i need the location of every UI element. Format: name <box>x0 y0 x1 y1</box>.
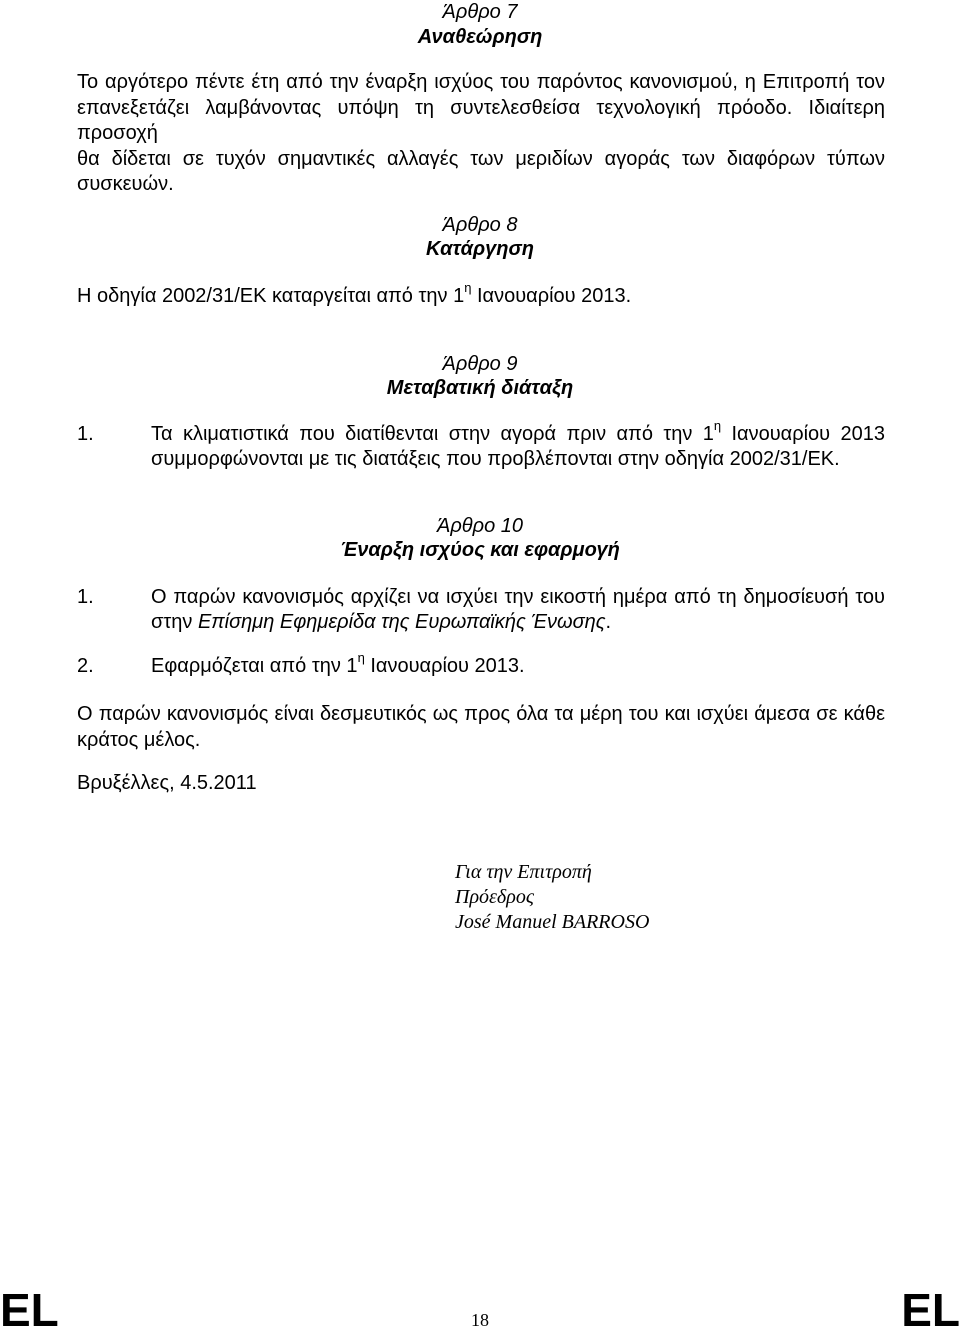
signature-line-1: Για την Επιτροπή <box>455 861 592 883</box>
footer-language-left: EL <box>0 1284 59 1336</box>
page-number: 18 <box>471 1310 489 1330</box>
article-9-line-1-after: Ιανουαρίου 2013 <box>721 423 885 445</box>
binding-line-1: Ο παρών κανονισμός είναι δεσμευτικός ως προς όλα τα μέρη του και ισχύει άμεσα σε κάθε <box>77 703 885 725</box>
place-date <box>77 771 885 797</box>
article-7-title: Αναθεώρηση <box>417 26 543 48</box>
article-10-line-2-after: . <box>605 611 612 633</box>
article-10-item-2-after: Ιανουαρίου 2013. <box>364 655 525 677</box>
binding-line-2: κράτος μέλος. <box>77 728 201 751</box>
article-9-item-1-body <box>151 418 885 448</box>
article-8-superscript: η <box>464 280 472 296</box>
article-9-title: Μεταβατική διάταξη <box>386 377 574 399</box>
article-10-title: Έναρξη ισχύος και εφαρμογή <box>340 539 620 561</box>
article-9-line-1-before: Τα κλιματιστικά που διατίθενται στην αγορά πριν από την 1 <box>151 423 714 445</box>
article-9-line-2: συμμορφώνονται με τις διατάξεις που προβλέπονται στην οδηγία 2002/31/ΕΚ. <box>151 448 840 470</box>
article-7-number: Άρθρο 7 <box>442 1 518 23</box>
article-10-item-1 <box>77 585 885 637</box>
article-7-line-4: συσκευών. <box>77 173 174 195</box>
article-10-item-2-superscript: η <box>357 650 365 666</box>
article-7-line-1: Το αργότερο πέντε έτη από την έναρξη ισχύος του παρόντος κανονισμού, η Επιτροπή τον <box>77 71 885 93</box>
article-10-item-2-before: Εφαρμόζεται από την 1 <box>151 655 358 677</box>
article-8-text-after: Ιανουαρίου 2013. <box>471 285 632 307</box>
article-7-line-2: επανεξετάζει λαμβάνοντας υπόψη τη συντελεσθείσα τεχνολογική πρόοδο. Ιδιαίτερη προσοχή <box>77 96 885 144</box>
article-10-item-1-body <box>151 585 885 611</box>
article-8-text-before: Η οδηγία 2002/31/ΕΚ καταργείται από την 1 <box>77 285 465 307</box>
signature-block <box>455 860 649 935</box>
article-10-number: Άρθρο 10 <box>436 515 524 537</box>
article-7-paragraph <box>77 70 885 198</box>
article-10-item-2-number: 2. <box>77 655 94 677</box>
article-10-item-1-line-1: Ο παρών κανονισμός αρχίζει να ισχύει την εικοστή ημέρα από τη δημοσίευσή του <box>151 586 885 608</box>
binding-clause <box>77 702 885 753</box>
article-8-number: Άρθρο 8 <box>442 214 518 236</box>
article-9-number: Άρθρο 9 <box>442 353 518 375</box>
signature-line-3: José Manuel BARROSO <box>455 911 650 933</box>
article-7-line-3: θα δίδεται σε τυχόν σημαντικές αλλαγές των μεριδίων αγοράς των διαφόρων τύπων <box>77 147 885 170</box>
article-10-item-1-number: 1. <box>77 586 94 608</box>
official-journal-title: Επίσημη Εφημερίδα της Ευρωπαϊκής Ένωσης <box>197 611 606 633</box>
article-8-title: Κατάργηση <box>426 238 534 260</box>
place-date-text: Βρυξέλλες, 4.5.2011 <box>77 772 257 794</box>
article-10-item-1-line-2 <box>151 610 611 636</box>
signature-line-2: Πρόεδρος <box>455 886 534 908</box>
article-9-superscript: η <box>713 418 722 434</box>
article-10-line-2-before: στην <box>151 611 198 633</box>
article-10-item-2 <box>77 650 885 680</box>
article-9-item-1 <box>77 418 885 474</box>
article-10-item-2-text <box>151 650 525 680</box>
article-9-item-1-number: 1. <box>77 423 94 445</box>
footer-language-right: EL <box>901 1284 960 1336</box>
article-8-paragraph <box>77 280 885 310</box>
